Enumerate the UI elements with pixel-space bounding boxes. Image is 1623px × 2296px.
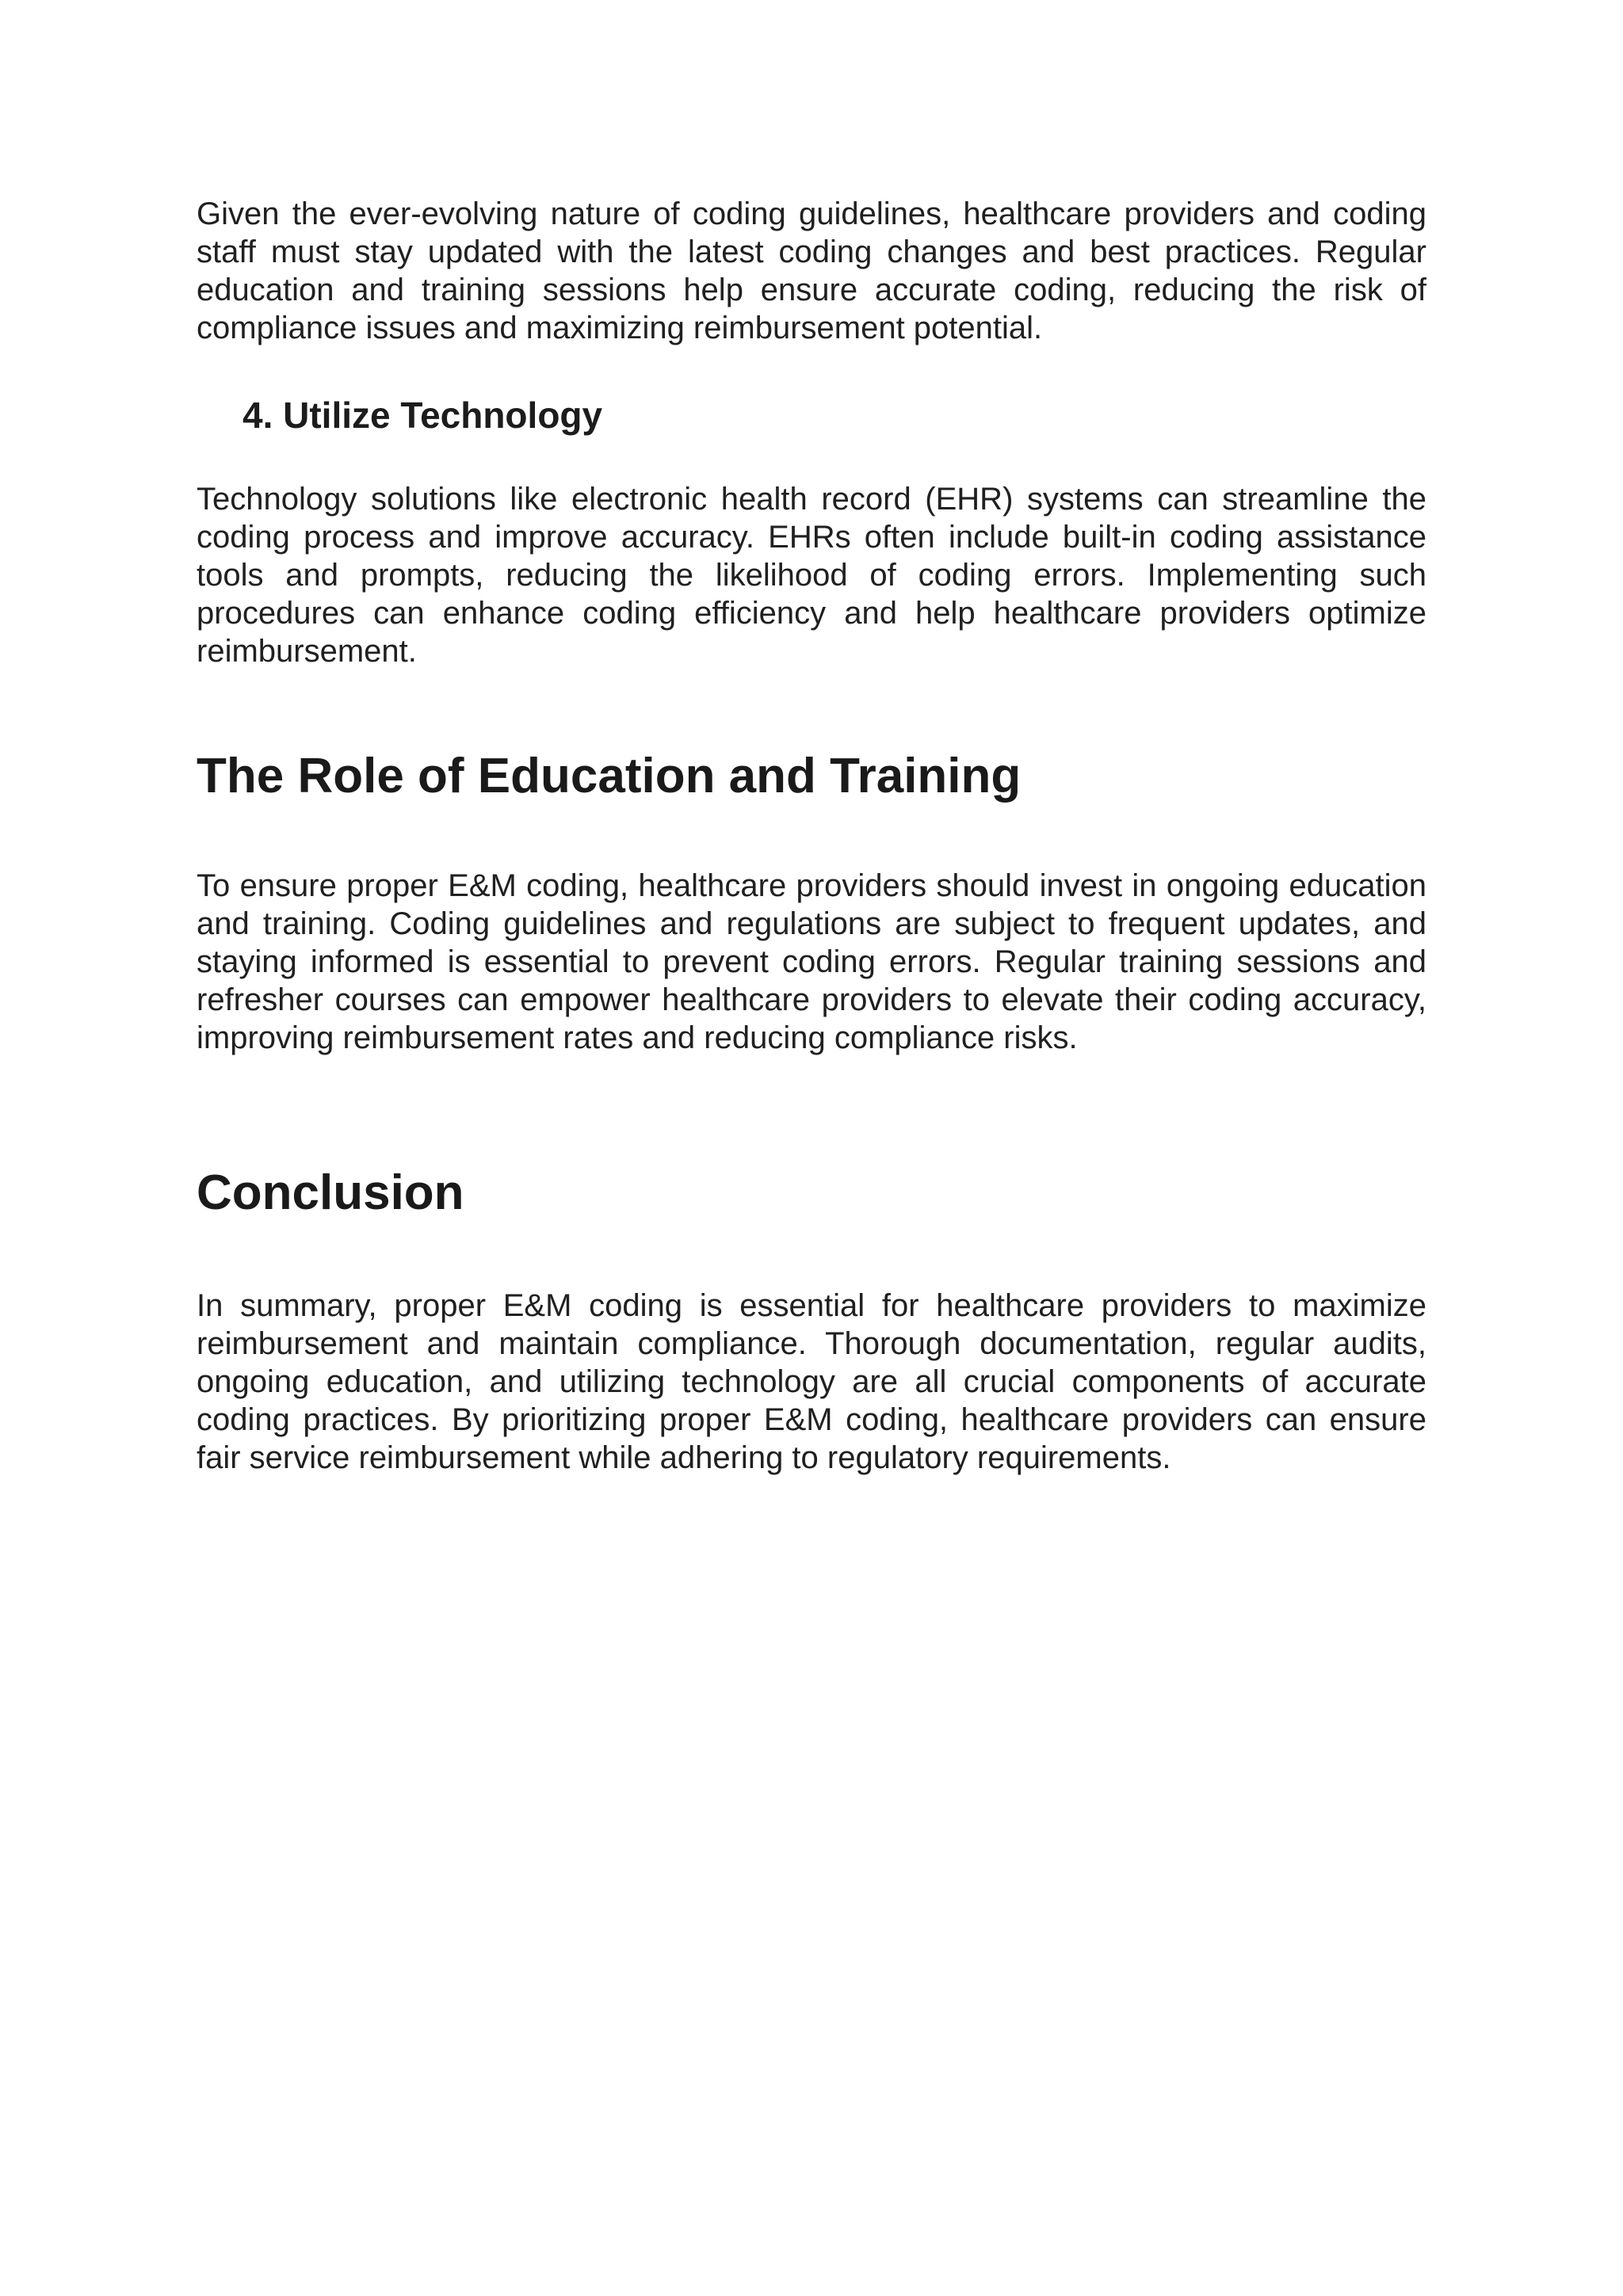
paragraph-conclusion: In summary, proper E&M coding is essential for healthcare providers to maximize reimbursement and maintain compliance. Thorough documentation, regular audits, ongoing education, and utilizing technology are all crucial components of accurate coding practices. By prioritizing proper E&M coding, healthcare providers can ensure fair service reimbursement while adhering to regulatory requirements. [197, 1288, 1426, 1475]
subheading-utilize-technology: 4. Utilize Technology [242, 395, 603, 436]
paragraph-education-updates: Given the ever-evolving nature of coding guidelines, healthcare providers and coding staff must stay updated with the latest coding changes and best practices. Regular education and training sessions help ensure accurate coding, reducing the risk of compliance issues and maximizing reimbursement potential. [197, 196, 1426, 345]
paragraph-technology: Technology solutions like electronic health record (EHR) systems can streamline the coding process and improve accuracy. EHRs often include built-in coding assistance tools and prompts, reducing the likelihood of coding errors. Implementing such procedures can enhance coding efficiency and help healthcare providers optimize reimbursement. [197, 482, 1426, 669]
heading-role-of-education: The Role of Education and Training [197, 749, 1022, 803]
paragraph-education-training: To ensure proper E&M coding, healthcare providers should invest in ongoing education and training. Coding guidelines and regulations are subject to frequent updates, and staying informed is essential to prevent coding errors. Regular training sessions and refresher courses can empower healthcare providers to elevate their coding accuracy, improving reimbursement rates and reducing compliance risks. [197, 868, 1426, 1055]
heading-conclusion: Conclusion [197, 1165, 464, 1220]
document-content [197, 195, 1426, 1477]
